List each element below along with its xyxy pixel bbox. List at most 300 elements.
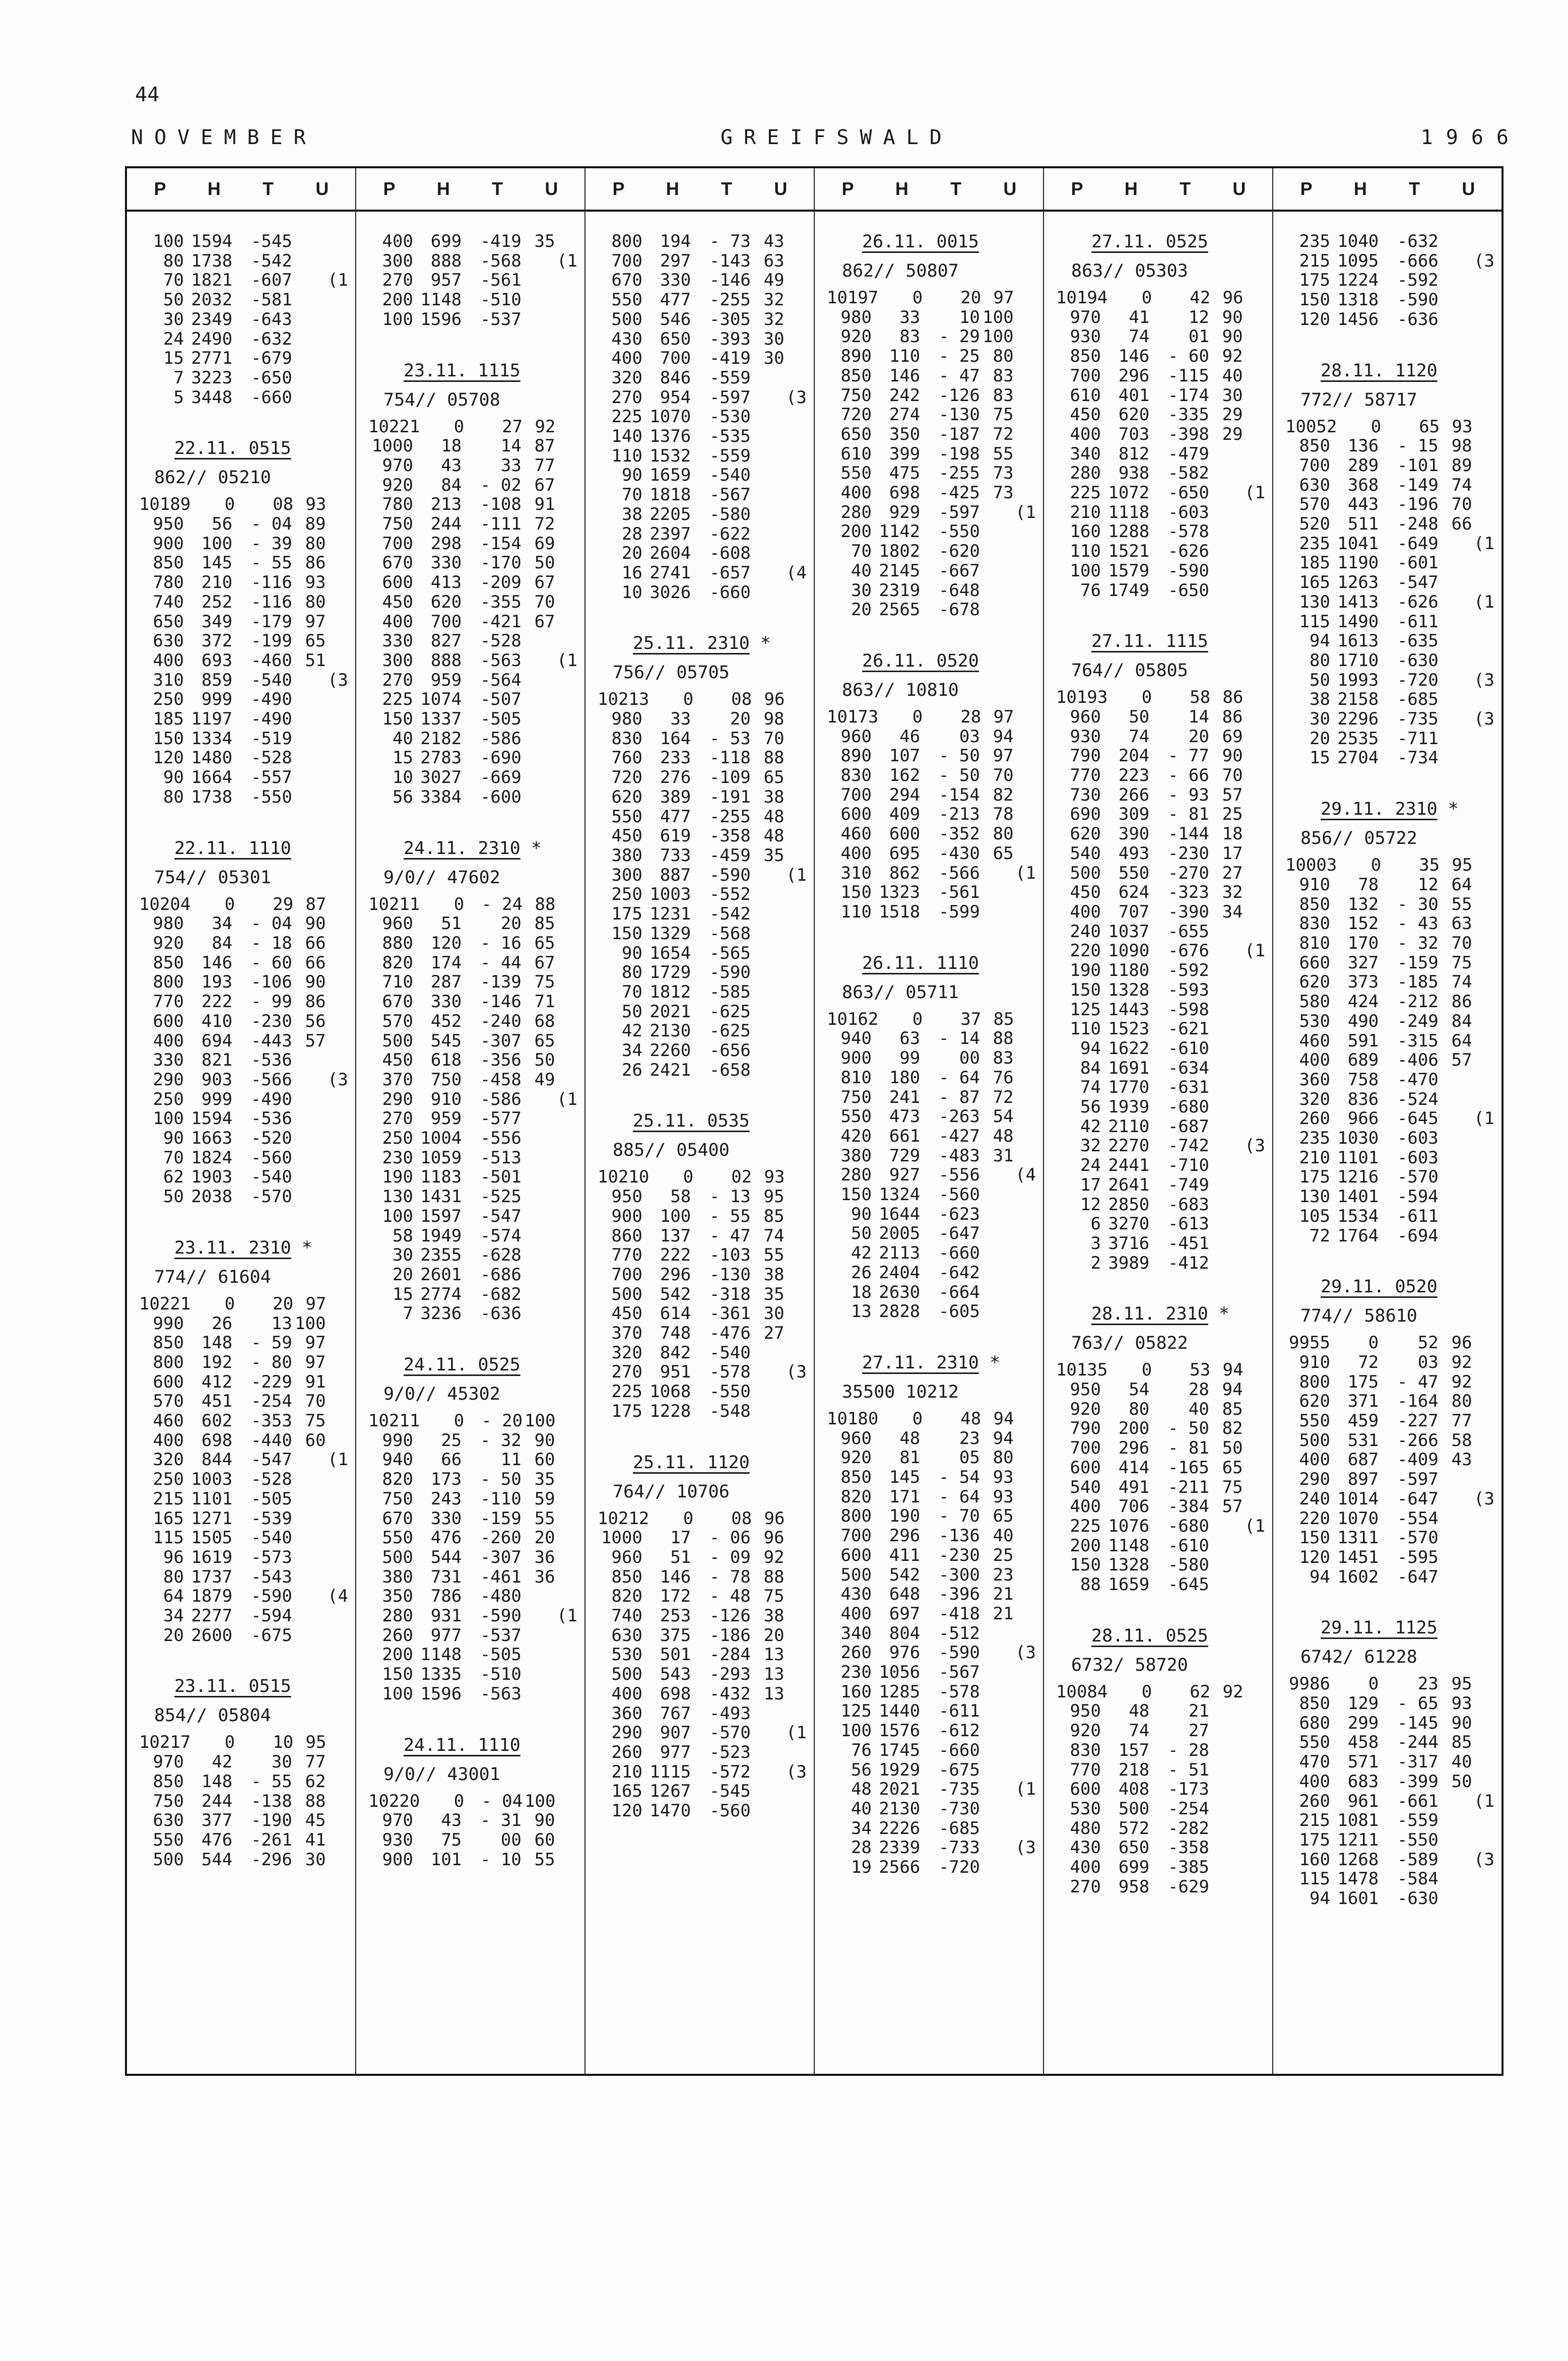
table-cell: (3 <box>1474 709 1495 730</box>
table-cell: 16 <box>621 562 642 583</box>
table-cell: -611 <box>938 1701 980 1722</box>
table-cell: 700 <box>840 1526 872 1546</box>
table-cell: - 50 <box>480 1469 521 1490</box>
table-row <box>1056 503 1265 522</box>
table-row <box>368 690 577 709</box>
table-row <box>1285 1051 1494 1070</box>
table-row <box>368 573 577 593</box>
table-cell <box>785 232 807 251</box>
table-cell <box>751 1021 785 1041</box>
table-cell: -542 <box>250 250 292 271</box>
table-cell: 72 <box>1358 1352 1379 1372</box>
table-cell: 730 <box>1070 784 1101 805</box>
table-cell: - 31 <box>480 1810 521 1831</box>
table-cell <box>326 788 348 807</box>
table-cell: - 73 <box>709 231 751 251</box>
table-cell: 62 <box>1190 1681 1211 1702</box>
table-cell <box>1472 1889 1494 1909</box>
table-cell: 0 <box>224 1293 235 1314</box>
table-cell: 500 <box>1299 1430 1330 1451</box>
table-row <box>827 1205 1036 1224</box>
table-cell: -505 <box>480 1645 521 1665</box>
table-cell <box>1243 1195 1265 1215</box>
table-cell: 08 <box>273 494 294 515</box>
table-cell: 890 <box>840 746 872 766</box>
table-cell <box>1209 1838 1243 1858</box>
table-cell: -510 <box>480 290 521 310</box>
table-cell <box>1243 561 1265 581</box>
table-row <box>368 1850 577 1870</box>
table-row <box>827 1243 1036 1263</box>
table-row <box>1285 1714 1494 1733</box>
table-row <box>368 934 577 953</box>
table-cell: 120 <box>611 1801 642 1821</box>
table-row <box>1056 1858 1265 1877</box>
table-cell <box>1209 1858 1243 1877</box>
table-cell: - 55 <box>250 1771 292 1792</box>
table-cell: 770 <box>153 992 184 1012</box>
table-cell: -550 <box>938 521 980 542</box>
table-cell: 12 <box>1188 307 1209 327</box>
sounding-block <box>1285 1618 1494 1908</box>
table-row <box>139 934 348 953</box>
table-cell: 160 <box>1070 521 1101 542</box>
table-cell <box>1439 1470 1472 1489</box>
table-cell <box>1014 1565 1036 1585</box>
table-cell: 30 <box>851 580 872 601</box>
sounding-code: 774// 61604 <box>154 1267 271 1287</box>
table-cell: 78 <box>993 804 1014 825</box>
table-cell: 85 <box>534 913 555 934</box>
table-row <box>598 1324 807 1343</box>
table-cell <box>326 631 348 651</box>
table-row <box>827 1107 1036 1127</box>
table-row <box>598 368 807 388</box>
table-cell: - 77 <box>1167 746 1209 766</box>
column-header-label: H <box>1124 178 1138 199</box>
table-row <box>1056 444 1265 464</box>
table-cell: 970 <box>382 1810 413 1831</box>
table-row <box>827 1624 1036 1644</box>
table-cell: 03 <box>959 726 980 747</box>
table-row <box>368 456 577 476</box>
table-cell: 57 <box>1222 784 1243 805</box>
table-cell: 23 <box>993 1564 1014 1585</box>
table-row <box>1056 1819 1265 1839</box>
table-cell: 18 <box>851 1282 872 1302</box>
table-row <box>368 476 577 495</box>
table-cell: 94 <box>1309 631 1330 651</box>
table-cell: 2005 <box>879 1223 921 1244</box>
table-cell: 55 <box>763 1245 785 1266</box>
table-cell: -358 <box>709 826 751 846</box>
table-cell <box>555 729 577 749</box>
table-cell: 750 <box>382 514 413 535</box>
table-cell: 30 <box>1222 385 1243 406</box>
table-cell: -590 <box>709 865 751 885</box>
table-cell: -650 <box>1167 580 1209 601</box>
table-cell: -559 <box>709 445 751 466</box>
sounding-code: 9/0// 43001 <box>383 1764 500 1785</box>
table-cell: -557 <box>250 767 292 788</box>
table-cell <box>980 1283 1014 1302</box>
table-cell: 185 <box>1299 553 1330 573</box>
table-cell <box>1472 290 1494 310</box>
table-cell: 960 <box>840 1428 872 1449</box>
table-cell: 63 <box>899 1028 921 1049</box>
table-cell: -634 <box>1167 1058 1209 1078</box>
table-cell: -293 <box>709 1664 751 1685</box>
table-cell <box>1243 1400 1265 1419</box>
table-cell: 100 <box>295 1313 326 1334</box>
table-cell: -399 <box>1397 1771 1439 1792</box>
table-cell: 800 <box>840 1506 872 1527</box>
table-cell: 340 <box>840 1623 872 1644</box>
table-cell: 1000 <box>601 1528 642 1548</box>
table-cell <box>1014 1546 1036 1565</box>
table-cell: -476 <box>709 1323 751 1344</box>
table-cell: 907 <box>660 1723 691 1743</box>
table-row <box>1285 436 1494 456</box>
table-cell: 1328 <box>1108 979 1150 1000</box>
table-cell <box>1014 1068 1036 1088</box>
table-cell: -240 <box>480 1011 521 1031</box>
table-row <box>368 593 577 612</box>
table-cell: -590 <box>250 1586 292 1607</box>
table-row <box>1056 1458 1265 1478</box>
table-cell: 887 <box>660 865 691 885</box>
table-cell <box>1014 766 1036 785</box>
table-cell: 92 <box>1222 1681 1244 1702</box>
table-cell <box>1472 1509 1494 1529</box>
table-cell <box>555 456 577 476</box>
table-cell <box>1243 464 1265 483</box>
table-cell: -678 <box>938 600 980 620</box>
table-cell: 115 <box>1299 1869 1330 1889</box>
table-cell: -660 <box>709 582 751 603</box>
table-cell: 90 <box>1451 1713 1472 1733</box>
table-cell <box>1439 1869 1472 1889</box>
table-cell: -550 <box>709 1382 751 1402</box>
table-row <box>368 534 577 554</box>
table-cell <box>555 476 577 495</box>
table-cell <box>785 1704 807 1724</box>
table-cell <box>521 1606 555 1626</box>
table-row <box>368 1129 577 1148</box>
table-cell: -730 <box>938 1799 980 1819</box>
table-cell: 115 <box>153 1528 184 1548</box>
table-cell <box>326 992 348 1012</box>
table-cell: 1056 <box>879 1662 921 1683</box>
table-cell: 215 <box>1299 250 1330 271</box>
table-cell <box>1243 1760 1265 1780</box>
table-cell <box>785 466 807 485</box>
table-cell: 0 <box>912 1408 923 1429</box>
table-cell: 266 <box>1118 784 1150 805</box>
table-cell <box>1472 1090 1494 1109</box>
table-cell <box>751 1002 785 1022</box>
table-cell: 74 <box>1129 326 1150 347</box>
table-cell: 1879 <box>191 1586 233 1607</box>
table-cell <box>292 1109 326 1129</box>
table-cell: 94 <box>1309 1566 1330 1587</box>
table-cell <box>1014 1224 1036 1243</box>
table-cell <box>1439 1090 1472 1109</box>
table-cell: 703 <box>1118 424 1150 444</box>
table-cell: 830 <box>611 728 642 749</box>
table-cell: 2565 <box>879 600 921 620</box>
table-cell: 110 <box>840 901 872 922</box>
table-cell <box>1014 785 1036 805</box>
table-cell <box>1014 824 1036 844</box>
table-cell: 150 <box>153 728 184 749</box>
table-cell: 846 <box>660 367 691 388</box>
table-cell: 1142 <box>879 521 921 542</box>
sounding-block <box>1056 1304 1265 1594</box>
table-cell: -146 <box>709 270 751 291</box>
table-cell: -660 <box>938 1740 980 1760</box>
table-cell: 961 <box>1347 1791 1379 1811</box>
table-cell: 30 <box>271 1752 292 1773</box>
table-cell: 700 <box>611 1264 642 1285</box>
table-cell: 530 <box>1299 1011 1330 1031</box>
table-cell <box>1472 1353 1494 1372</box>
table-cell: -111 <box>480 514 521 535</box>
table-cell: 1000 <box>372 436 413 456</box>
table-cell <box>326 1470 348 1489</box>
table-cell: 500 <box>611 309 642 330</box>
table-cell: -608 <box>709 543 751 564</box>
table-cell: 14 <box>1188 706 1209 727</box>
table-cell: 731 <box>430 1566 462 1587</box>
table-cell <box>785 1528 807 1548</box>
table-cell: 0 <box>453 1411 465 1431</box>
table-cell: 450 <box>382 592 413 612</box>
table-cell <box>1014 581 1036 601</box>
table-row <box>1056 1000 1265 1020</box>
table-row <box>1285 1167 1494 1187</box>
table-cell <box>751 485 785 505</box>
table-cell: -101 <box>1397 455 1439 476</box>
column-header-label: H <box>895 178 908 199</box>
table-cell: -594 <box>250 1606 292 1626</box>
table-cell: 93 <box>305 494 326 515</box>
table-cell: -190 <box>250 1810 292 1831</box>
table-cell: 0 <box>912 288 923 308</box>
table-row <box>1285 271 1494 290</box>
table-cell: 10221 <box>368 416 420 437</box>
table-cell: 213 <box>430 494 462 515</box>
table-cell <box>1014 1409 1036 1429</box>
table-cell: -547 <box>1397 572 1439 593</box>
table-cell: -139 <box>480 972 521 993</box>
table-cell: 41 <box>1129 307 1150 327</box>
table-cell: 87 <box>534 436 555 456</box>
table-cell: 100 <box>983 326 1014 347</box>
table-cell: 60 <box>305 1430 326 1451</box>
table-cell <box>1014 1205 1036 1224</box>
table-cell: 42 <box>851 1243 872 1264</box>
table-row <box>1285 1372 1494 1392</box>
table-cell <box>1243 1497 1265 1517</box>
table-cell: 750 <box>840 385 872 406</box>
table-cell: -560 <box>709 1801 751 1821</box>
table-cell <box>1243 1234 1265 1254</box>
table-cell <box>1439 1148 1472 1168</box>
table-row <box>1285 1772 1494 1792</box>
table-row <box>139 1752 348 1772</box>
table-cell: 897 <box>1347 1469 1379 1490</box>
table-cell <box>292 671 326 690</box>
table-cell: -589 <box>1397 1849 1439 1870</box>
table-cell <box>555 1207 577 1226</box>
table-cell: 2113 <box>879 1243 921 1264</box>
table-cell: 1443 <box>1108 999 1150 1020</box>
table-cell <box>521 1148 555 1168</box>
table-cell <box>555 1245 577 1265</box>
table-row <box>368 729 577 749</box>
table-cell: 130 <box>1299 592 1330 612</box>
table-cell: -229 <box>250 1371 292 1392</box>
table-row <box>827 581 1036 601</box>
table-cell <box>326 690 348 709</box>
table-row <box>1056 688 1265 707</box>
table-cell <box>1472 1548 1494 1567</box>
table-cell: 375 <box>660 1625 691 1646</box>
sounding-code: 772// 58717 <box>1300 389 1417 410</box>
table-cell <box>1209 1517 1243 1536</box>
table-cell <box>555 1489 577 1509</box>
table-cell <box>785 826 807 846</box>
table-cell <box>326 1626 348 1646</box>
table-row <box>1285 1031 1494 1051</box>
table-cell: 1663 <box>191 1128 233 1149</box>
table-cell: (3 <box>328 1069 349 1090</box>
table-cell: 42 <box>1080 1116 1101 1137</box>
table-cell: 240 <box>1299 1488 1330 1509</box>
table-cell: 1068 <box>649 1382 691 1402</box>
table-cell <box>292 709 326 729</box>
table-cell: 90 <box>1222 746 1243 766</box>
table-cell: -536 <box>250 1108 292 1129</box>
table-cell: - 60 <box>1167 346 1209 367</box>
table-cell <box>980 1224 1014 1243</box>
table-cell <box>521 1226 555 1246</box>
table-cell <box>1472 1714 1494 1733</box>
table-row <box>368 1265 577 1285</box>
table-cell: 17 <box>1080 1174 1101 1195</box>
table-cell: 2774 <box>420 1284 462 1304</box>
table-row <box>1056 561 1265 581</box>
table-cell: 03 <box>1417 1352 1439 1372</box>
table-cell: 1190 <box>1337 553 1379 573</box>
table-cell <box>785 1645 807 1665</box>
table-cell <box>326 388 348 408</box>
table-row <box>1056 1497 1265 1517</box>
table-cell <box>292 1129 326 1148</box>
table-cell: (1 <box>786 1723 807 1743</box>
table-cell <box>521 1587 555 1606</box>
table-cell: 146 <box>1118 346 1150 367</box>
column-header <box>1273 168 1501 212</box>
table-cell: 294 <box>889 784 921 805</box>
table-cell: - 64 <box>938 1486 980 1507</box>
table-cell: 20 <box>1309 728 1330 749</box>
table-cell: 960 <box>840 726 872 747</box>
table-row <box>1285 1869 1494 1889</box>
table-cell <box>555 495 577 514</box>
table-cell: 80 <box>163 786 184 807</box>
table-cell: -543 <box>250 1566 292 1587</box>
table-cell: 1115 <box>649 1761 691 1782</box>
table-cell: -647 <box>938 1223 980 1244</box>
table-cell: -570 <box>1397 1167 1439 1188</box>
table-cell: 700 <box>660 348 691 369</box>
table-row <box>139 709 348 729</box>
table-row <box>598 310 807 330</box>
table-cell: 2828 <box>879 1301 921 1322</box>
sounding-code: 774// 58610 <box>1300 1306 1417 1327</box>
table-row <box>139 1109 348 1129</box>
table-cell: 280 <box>1070 463 1101 484</box>
table-cell <box>1439 1167 1472 1187</box>
table-row <box>827 1819 1036 1839</box>
table-cell: 10220 <box>368 1791 420 1811</box>
table-cell <box>555 553 577 573</box>
table-cell: 200 <box>840 521 872 542</box>
table-cell: 2604 <box>649 543 691 564</box>
table-cell <box>555 1470 577 1489</box>
table-cell <box>1014 1029 1036 1048</box>
table-cell: (3 <box>1015 1838 1036 1858</box>
table-cell: -145 <box>1397 1713 1439 1733</box>
table-cell <box>785 1567 807 1587</box>
table-cell: 450 <box>1070 405 1101 425</box>
table-cell <box>1014 347 1036 366</box>
table-cell: 35 <box>534 231 555 251</box>
table-row <box>368 1665 577 1684</box>
table-cell: 96 <box>763 1528 785 1548</box>
table-cell: 951 <box>660 1362 691 1383</box>
table-cell: (1 <box>1245 941 1266 961</box>
table-cell: 49 <box>763 270 785 291</box>
table-cell: 780 <box>382 494 413 515</box>
table-cell: 697 <box>889 1603 921 1624</box>
table-row <box>1056 1214 1265 1234</box>
table-cell: -720 <box>1397 670 1439 690</box>
table-cell <box>521 671 555 690</box>
table-cell: 377 <box>201 1810 233 1831</box>
table-cell: - 48 <box>709 1586 751 1607</box>
table-cell: -632 <box>1397 231 1439 251</box>
column-header-label: U <box>1003 178 1017 199</box>
table-row <box>139 349 348 368</box>
table-row <box>368 748 577 768</box>
table-cell <box>785 1021 807 1041</box>
table-cell: -650 <box>1167 483 1209 503</box>
table-cell: 48 <box>960 1408 982 1429</box>
sounding-table <box>125 166 1504 2076</box>
table-cell: -582 <box>1167 463 1209 484</box>
table-cell <box>785 1606 807 1626</box>
table-cell: 91 <box>534 494 555 515</box>
table-cell: 260 <box>1299 1791 1330 1811</box>
table-cell: 620 <box>611 786 642 807</box>
table-cell: 959 <box>430 670 462 690</box>
table-cell <box>555 1265 577 1285</box>
table-cell: 500 <box>840 1564 872 1585</box>
table-cell: -248 <box>1397 514 1439 535</box>
